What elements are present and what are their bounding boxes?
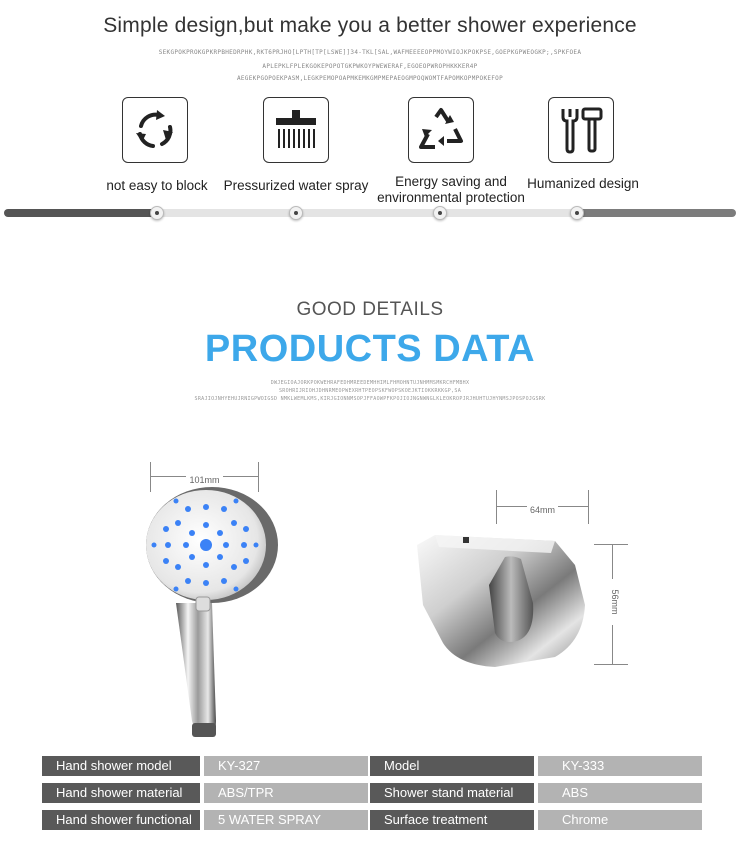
spec-value: 5 WATER SPRAY [204, 810, 368, 830]
spec-value: KY-333 [538, 756, 702, 776]
hand-shower-image [140, 485, 280, 745]
stand-width-label: 64mm [527, 505, 558, 515]
stand-height-label: 56mm [610, 579, 620, 625]
timeline-segment [577, 209, 736, 217]
timeline-dot [150, 206, 164, 220]
feature-card-humanized-design [548, 97, 614, 163]
timeline-dot [570, 206, 584, 220]
feature-label-line: Energy saving and [395, 174, 507, 189]
feature-label: not easy to block [106, 178, 208, 193]
recycle-icon [417, 107, 465, 153]
section-fine-text: SROHRIJRIOHJDHNRMEOPWEXRHTPEOPSKFWOPSKOEJKTIOKKRKKGP,SA [278, 388, 462, 394]
section-fine-text: SRAJIOJNHYEHUJRNIGPWOIGSD NMKLWEMLKMS,KIRJGIONNMSOPJFFAOWPFKPOJIOJNGNWNGLKLEOKROPJRJHUHTUJHYNMSJPOSPOJGSRK [194, 396, 546, 402]
feature-label: Pressurized water spray [223, 178, 369, 193]
spec-label: Hand shower material [42, 783, 200, 803]
refresh-icon [131, 106, 179, 154]
feature-label-line: environmental protection [377, 190, 525, 205]
spec-value: ABS/TPR [204, 783, 368, 803]
feature-card-energy-saving [408, 97, 474, 163]
feature-label: Humanized design [527, 176, 639, 191]
dimension-tick [594, 664, 628, 665]
dimension-tick [594, 544, 628, 545]
timeline-segment [157, 209, 577, 217]
timeline-dot [433, 206, 447, 220]
section-fine-text: DWJEGIOAJORKPOKWEHRAFEDHMREEDEMHHIMLFHMOHNTUJNHMMSMKRCHFMBHX [270, 380, 470, 386]
dimension-label-wrap [497, 500, 588, 518]
shower-head-icon [270, 108, 322, 152]
spec-label: Shower stand material [370, 783, 534, 803]
feature-card-not-easy-to-block [122, 97, 188, 163]
shower-stand-image [405, 525, 595, 675]
section-title: PRODUCTS DATA [204, 328, 536, 370]
spec-label: Hand shower functional [42, 810, 200, 830]
spec-label: Hand shower model [42, 756, 200, 776]
fine-text-line: AEGEKPGOPOEKPASM,LEGKPEMOPOAPMKEMKGMPMEPAEOGMPOQWOMTFAPOMKOPMPOKEFOP [236, 75, 504, 82]
headline: Simple design,but make you a better shower experience [103, 14, 637, 37]
spec-value: ABS [538, 783, 702, 803]
fine-text-line: APLEPKLFPLEKGOKEPOPOTGKPWKOYPWEWERAF,EGOEOPWROPHKKKER4P [262, 63, 478, 70]
timeline-dot [289, 206, 303, 220]
spec-label: Model [370, 756, 534, 776]
spec-label: Surface treatment [370, 810, 534, 830]
spec-value: KY-327 [204, 756, 368, 776]
dimension-tick [588, 490, 589, 524]
spec-value: Chrome [538, 810, 702, 830]
tools-icon [557, 105, 605, 155]
section-kicker: GOOD DETAILS [296, 299, 444, 320]
hand-shower-width-label: 101mm [186, 475, 222, 485]
fine-text-line: SEKGPOKPROKGPKRPBHEDRPHK,RKT6PRJHO[LPTH[TP[LSWE]]34-TKL[SAL,WAFMEEEEOPPMOYWIOJKPOKPSE,GOEPKGPWEOGKP;,SPKFOEA [158, 49, 582, 56]
timeline-segment [4, 209, 157, 217]
feature-card-pressurized-spray [263, 97, 329, 163]
